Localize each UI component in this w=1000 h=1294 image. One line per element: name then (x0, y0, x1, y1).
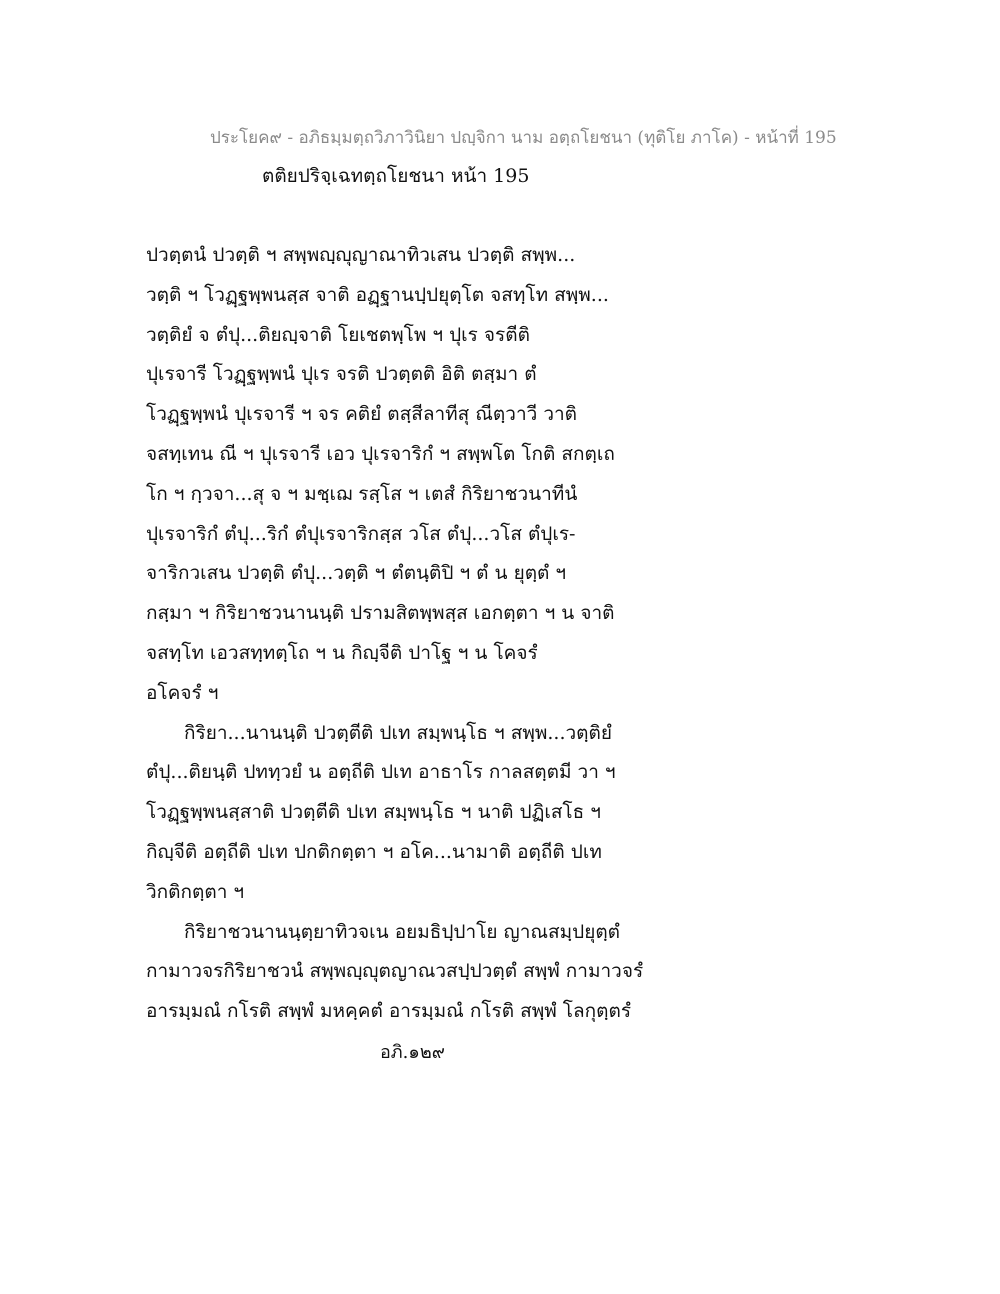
text-line: กามาวจรกิริยาชวนํ สพฺพญฺญุตญาณวสปฺปวตฺตํ สพฺพํ กามาวจรํ (146, 960, 644, 983)
text-line: ปวตฺตนํ ปวตฺติ ฯ สพฺพญฺญุญาณาทิวเสน ปวตฺติ สพฺพ... (146, 244, 576, 266)
text-line: วตฺติยํ จ ตํปุ...ติยญฺจาติ โยเชตพฺโพ ฯ ปุเร จรตีติ (146, 323, 530, 346)
text-line: อารมฺมณํ กโรติ สพฺพํ มหคฺคตํ อารมฺมณํ กโรติ สพฺพํ โลกุตฺตรํ (146, 1000, 632, 1023)
text-line: กิญฺจีติ อตฺถีติ ปเท ปกติกตฺตา ฯ อโค...นามาติ อตฺถีติ ปเท (146, 840, 602, 863)
text-line: อโคจรํ ฯ (146, 681, 219, 704)
text-line: จสทฺเทน ณี ฯ ปุเรจารี เอว ปุเรจาริกํ ฯ สพฺพโต โกติ สกตฺเถ (146, 442, 615, 465)
text-line: ปุเรจารี โวฏฺฐพฺพนํ ปุเร จรติ ปวตฺตติ อิติ ตสฺมา ตํ (146, 363, 537, 386)
text-line: วตฺติ ฯ โวฏฺฐพฺพนสฺส จาติ อฏฺฐานปฺปยุตฺโต จสทฺโท สพฺพ... (146, 283, 609, 306)
text-line: ตํปุ...ติยนฺติ ปททฺวยํ น อตฺถีติ ปเท อาธาโร กาลสตฺตมี วา ฯ (146, 761, 616, 784)
body-text (146, 236, 866, 1032)
text-line: โวฏฺฐพฺพนสฺสาติ ปวตฺตีติ ปเท สมฺพนฺโธ ฯ นาติ ปฏิเสโธ ฯ (146, 801, 601, 824)
section-title: ตติยปริจฺเฉทตฺถโยชนา หน้า 195 (262, 165, 530, 187)
running-header: ประโยค๙ - อภิธมฺมตฺถวิภาวินิยา ปญฺจิกา นาม อตฺถโยชนา (ทุติโย ภาโค) - หน้าที่ 195 (210, 128, 837, 148)
text-line-paragraph-start: กิริยาชวนานนฺตฺยาทิวจเน อยมธิปฺปาโย ญาณสมฺปยุตฺตํ (184, 920, 621, 943)
signature-mark: อภิ.๑๒๙ (380, 1042, 445, 1063)
text-line: กสฺมา ฯ กิริยาชวนานนฺติ ปรามสิตพฺพสฺส เอกตฺตา ฯ น จาติ (146, 602, 615, 625)
text-line: ปุเรจาริกํ ตํปุ...ริกํ ตํปุเรจาริกสฺส วโส ตํปุ...วโส ตํปุเร- (146, 522, 576, 545)
text-line: โวฏฺฐพฺพนํ ปุเรจารี ฯ จร คติยํ ตสฺสีลาทีสุ ณีตฺวาวี วาติ (146, 403, 577, 426)
text-line: โก ฯ กฺวจา...สุ จ ฯ มชฺเฌ รสฺโส ฯ เตสํ กิริยาชวนาทีนํ (146, 482, 578, 505)
text-line: จาริกวเสน ปวตฺติ ตํปุ...วตฺติ ฯ ตํตนฺติปิ ฯ ตํ น ยุตฺตํ ฯ (146, 562, 567, 585)
text-line: จสทฺโท เอวสทฺทตฺโถ ฯ น กิญฺจีติ ปาโฐ ฯ น โคจรํ (146, 641, 538, 664)
text-line-paragraph-start: กิริยา...นานนฺติ ปวตฺตีติ ปเท สมฺพนฺโธ ฯ สพฺพ...วตฺติยํ (184, 721, 612, 744)
text-line: วิกติกตฺตา ฯ (146, 880, 245, 903)
